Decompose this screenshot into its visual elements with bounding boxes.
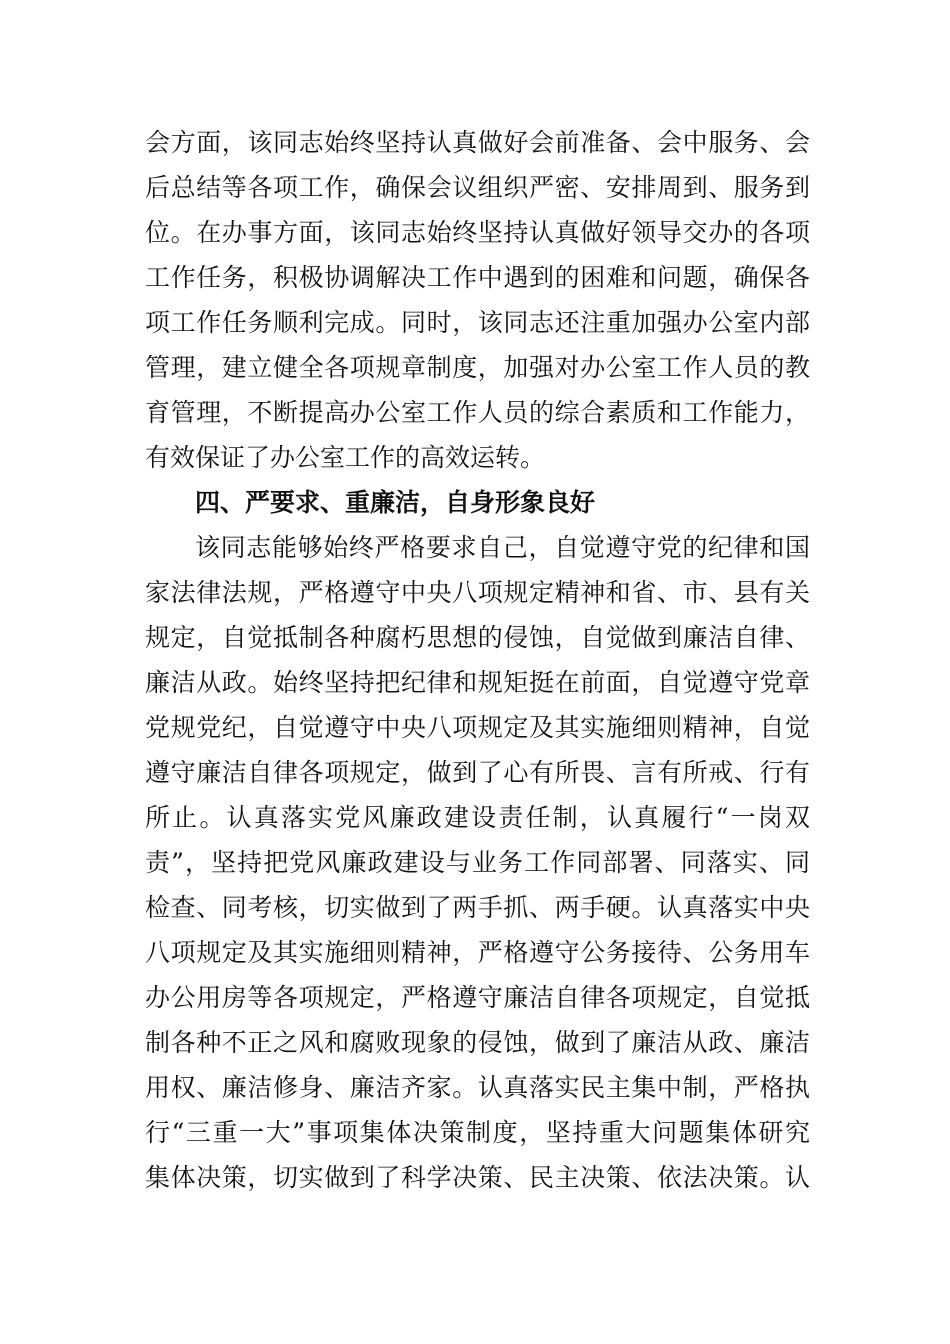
text-line: 集体决策，切实做到了科学决策、民主决策、依法决策。认 — [145, 1163, 810, 1192]
text-line: 行“三重一大”事项集体决策制度，坚持重大问题集体研究 — [145, 1118, 810, 1147]
text-line: 项工作任务顺利完成。同时，该同志还注重加强办公室内部 — [145, 308, 810, 337]
text-line: 党规党纪，自觉遵守中央八项规定及其实施细则精神，自觉 — [145, 713, 810, 742]
text-line: 所止。认真落实党风廉政建设责任制，认真履行“一岗双 — [145, 803, 810, 832]
paragraph-office-work — [145, 120, 810, 480]
text-line: 办公用房等各项规定，严格遵守廉洁自律各项规定，自觉抵 — [145, 983, 810, 1012]
text-line: 工作任务，积极协调解决工作中遇到的困难和问题，确保各 — [145, 263, 810, 292]
paragraph-integrity — [145, 525, 810, 1200]
text-line: 家法律法规，严格遵守中央八项规定精神和省、市、县有关 — [145, 578, 810, 607]
text-line: 制各种不正之风和腐败现象的侵蚀，做到了廉洁从政、廉洁 — [145, 1028, 810, 1057]
text-line: 管理，建立健全各项规章制度，加强对办公室工作人员的教 — [145, 353, 810, 382]
text-line: 八项规定及其实施细则精神，严格遵守公务接待、公务用车 — [145, 938, 810, 967]
section-heading: 四、严要求、重廉洁，自身形象良好 — [195, 488, 596, 517]
text-line: 有效保证了办公室工作的高效运转。 — [145, 443, 546, 472]
text-line: 检查、同考核，切实做到了两手抓、两手硬。认真落实中央 — [145, 893, 810, 922]
text-line: 后总结等各项工作，确保会议组织严密、安排周到、服务到 — [145, 173, 810, 202]
text-line: 责”，坚持把党风廉政建设与业务工作同部署、同落实、同 — [145, 848, 810, 877]
text-line: 遵守廉洁自律各项规定，做到了心有所畏、言有所戒、行有 — [145, 758, 810, 787]
text-line: 廉洁从政。始终坚持把纪律和规矩挺在前面，自觉遵守党章 — [145, 668, 810, 697]
document-body — [145, 120, 810, 1200]
text-line: 位。在办事方面，该同志始终坚持认真做好领导交办的各项 — [145, 218, 810, 247]
text-line: 该同志能够始终严格要求自己，自觉遵守党的纪律和国 — [195, 533, 810, 562]
text-line: 会方面，该同志始终坚持认真做好会前准备、会中服务、会 — [145, 128, 810, 157]
text-line: 用权、廉洁修身、廉洁齐家。认真落实民主集中制，严格执 — [145, 1073, 810, 1102]
text-line: 育管理，不断提高办公室工作人员的综合素质和工作能力， — [145, 398, 810, 427]
text-line: 规定，自觉抵制各种腐朽思想的侵蚀，自觉做到廉洁自律、 — [145, 623, 810, 652]
